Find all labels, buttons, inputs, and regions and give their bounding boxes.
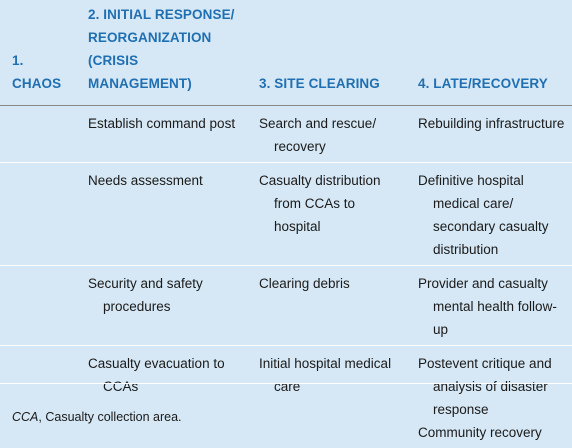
cell-text: Establish command post	[88, 112, 243, 135]
cell-site	[249, 106, 408, 163]
cell-site	[249, 266, 408, 346]
header-chaos-line: CHAOS	[12, 72, 74, 95]
header-site-clearing	[249, 0, 408, 106]
cell-text: Definitive hospital medical care/ secondary casualty distribution	[418, 169, 566, 261]
header-initial-line: (CRISIS MANAGEMENT)	[88, 49, 245, 95]
cell-text: Rebuilding infrastructure	[418, 112, 566, 135]
cell-chaos	[0, 266, 78, 346]
cell-text: Initial hospital medical care	[259, 352, 402, 398]
footnote-text: , Casualty collection area.	[38, 410, 181, 424]
cell-text: Community recovery	[418, 421, 566, 444]
cell-text: Clearing debris	[259, 272, 402, 295]
cell-text: Casualty distribution from CCAs to hospital	[259, 169, 402, 238]
cell-initial	[78, 266, 249, 346]
cell-text: Needs assessment	[88, 169, 243, 192]
cell-late	[408, 266, 572, 346]
cell-initial	[78, 106, 249, 163]
table-row	[0, 163, 572, 266]
table-row	[0, 106, 572, 163]
cell-late	[408, 106, 572, 163]
footnote-abbreviation: CCA	[12, 410, 38, 424]
header-initial-line: REORGANIZATION	[88, 26, 245, 49]
header-chaos-line: 1.	[12, 49, 74, 72]
table-footnote	[0, 383, 572, 446]
header-initial-line: 2. INITIAL RESPONSE/	[88, 3, 245, 26]
cell-initial	[78, 163, 249, 266]
cell-chaos	[0, 106, 78, 163]
header-initial-response	[78, 0, 249, 106]
cell-text: Security and safety procedures	[88, 272, 243, 318]
cell-text: Search and rescue/ recovery	[259, 112, 402, 158]
cell-site	[249, 163, 408, 266]
table-row	[0, 266, 572, 346]
cell-text: Postevent critique and analysis of disaster response	[418, 352, 566, 421]
header-row	[0, 0, 572, 106]
cell-text: Provider and casualty mental health follow-up	[418, 272, 566, 341]
cell-chaos	[0, 163, 78, 266]
header-site-line: 3. SITE CLEARING	[259, 72, 404, 95]
cell-text: Casualty evacuation to CCAs	[88, 352, 243, 398]
cell-late	[408, 163, 572, 266]
header-late-line: 4. LATE/RECOVERY	[418, 72, 568, 95]
header-chaos	[0, 0, 78, 106]
header-late-recovery	[408, 0, 572, 106]
